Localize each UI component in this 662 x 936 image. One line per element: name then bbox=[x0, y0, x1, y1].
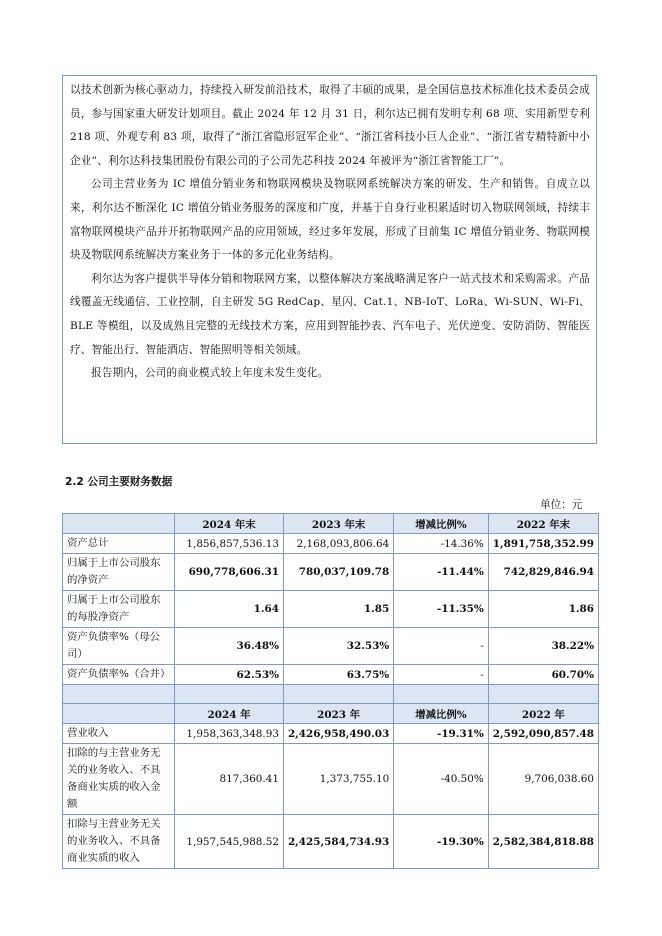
section-title: 2.2 公司主要财务数据 bbox=[65, 476, 173, 488]
cell-2023: 32.53% bbox=[283, 628, 393, 665]
table2-header-2024: 2024 年 bbox=[175, 704, 284, 724]
cell-2022: 1,891,758,352.99 bbox=[488, 534, 598, 554]
table2-header-change: 增减比例% bbox=[394, 704, 489, 724]
cell-change: -11.44% bbox=[394, 554, 489, 591]
cell-2024: 817,360.41 bbox=[175, 744, 284, 815]
intro-paragraph-3: 利尔达为客户提供半导体分销和物联网方案，以整体解决方案战略满足客户一站式技术和采购需求。产品线覆盖无线通信、工业控制，自主研发 5G RedCap、星闪、Cat.1、NB-IoT、LoRa、Wi-SUN、Wi-Fi、BLE 等模组，以及成熟且完整的无线技术方案，应用到智能抄表、汽车电子、光伏逆变、安防消防、智能医疗、智能出行、智能酒店、智能照明等相关领域。 bbox=[70, 272, 590, 356]
table-row bbox=[63, 744, 599, 815]
cell-2022: 38.22% bbox=[488, 628, 598, 665]
cell-2024: 1,957,545,988.52 bbox=[175, 815, 284, 869]
intro-paragraph-2: 公司主营业务为 IC 增值分销业务和物联网模块及物联网系统解决方案的研发、生产和销售。自成立以来，利尔达不断深化 IC 增值分销业务服务的深度和广度，并基于自身行业积累适时切入物联网领域，持续丰富物联网模块产品并开拓物联网产品的应用领域，经过多年发展，形成了目前集 IC 增值分销业务、物联网模块及物联网系统解决方案业务于一体的多元化业务结构。 bbox=[70, 178, 590, 262]
spacer-cell bbox=[488, 685, 598, 704]
row-label: 扣除与主营业务无关的业务收入、不具备商业实质的收入 bbox=[63, 815, 175, 869]
financial-data-table bbox=[62, 513, 599, 869]
intro-paragraph-1: 以技术创新为核心驱动力，持续投入研发前沿技术，取得了丰硕的成果，是全国信息技术标准化技术委员会成员，参与国家重大研发计划项目。截止 2024 年 12 月 31 日，利尔达已拥有发明专利 68 项、实用新型专利 218 项、外观专利 83 项，取得了“浙江省隐形冠军企业”、“浙江省科技小巨人企业”、“浙江省专精特新中小企业”、利尔达科技集团股份有限公司的子公司先芯科技 2024 年被评为“浙江省智能工厂”。 bbox=[70, 84, 590, 167]
cell-2023: 1,373,755.10 bbox=[283, 744, 393, 815]
row-label: 资产总计 bbox=[63, 534, 175, 554]
cell-2024: 690,778,606.31 bbox=[175, 554, 284, 591]
table2-header-blank bbox=[63, 704, 175, 724]
cell-2022: 742,829,846.94 bbox=[488, 554, 598, 591]
intro-paragraph-4: 报告期内，公司的商业模式较上年度未发生变化。 bbox=[91, 367, 329, 380]
row-label: 扣除的与主营业务无关的业务收入、不具备商业实质的收入金额 bbox=[63, 744, 175, 815]
cell-2022: 1.86 bbox=[488, 591, 598, 628]
cell-2023: 2,425,584,734.93 bbox=[283, 815, 393, 869]
row-label: 资产负债率%（母公司） bbox=[63, 628, 175, 665]
table2-header-row bbox=[63, 704, 599, 724]
cell-change: -19.30% bbox=[394, 815, 489, 869]
business-description-box bbox=[62, 75, 597, 444]
cell-2023: 63.75% bbox=[283, 665, 393, 685]
cell-2024: 1,856,857,536.13 bbox=[175, 534, 284, 554]
spacer-cell bbox=[394, 685, 489, 704]
table-row bbox=[63, 554, 599, 591]
table1-header-blank bbox=[63, 514, 175, 534]
table1-header-2023: 2023 年末 bbox=[283, 514, 393, 534]
row-label: 营业收入 bbox=[63, 724, 175, 744]
table-row bbox=[63, 534, 599, 554]
table1-header-2024: 2024 年末 bbox=[175, 514, 284, 534]
row-label: 归属于上市公司股东的每股净资产 bbox=[63, 591, 175, 628]
table2-header-2022: 2022 年 bbox=[488, 704, 598, 724]
spacer-cell bbox=[175, 685, 284, 704]
cell-2022: 9,706,038.60 bbox=[488, 744, 598, 815]
table-row bbox=[63, 665, 599, 685]
cell-change: -14.36% bbox=[394, 534, 489, 554]
unit-label: 单位：元 bbox=[540, 499, 583, 511]
cell-change: - bbox=[394, 628, 489, 665]
table-row bbox=[63, 628, 599, 665]
table1-header-2022: 2022 年末 bbox=[488, 514, 598, 534]
table-row bbox=[63, 591, 599, 628]
table1-header-row bbox=[63, 514, 599, 534]
table1-header-change: 增减比例% bbox=[394, 514, 489, 534]
table-row bbox=[63, 724, 599, 744]
cell-2022: 60.70% bbox=[488, 665, 598, 685]
table-row bbox=[63, 815, 599, 869]
spacer-cell bbox=[63, 685, 175, 704]
table2-header-2023: 2023 年 bbox=[283, 704, 393, 724]
cell-2023: 2,426,958,490.03 bbox=[283, 724, 393, 744]
row-label: 资产负债率%（合并） bbox=[63, 665, 175, 685]
table-spacer-row bbox=[63, 685, 599, 704]
row-label: 归属于上市公司股东的净资产 bbox=[63, 554, 175, 591]
cell-2022: 2,592,090,857.48 bbox=[488, 724, 598, 744]
cell-2023: 1.85 bbox=[283, 591, 393, 628]
spacer-cell bbox=[283, 685, 393, 704]
cell-2022: 2,582,384,818.88 bbox=[488, 815, 598, 869]
cell-2023: 2,168,093,806.64 bbox=[283, 534, 393, 554]
cell-change: - bbox=[394, 665, 489, 685]
cell-change: -11.35% bbox=[394, 591, 489, 628]
cell-change: -19.31% bbox=[394, 724, 489, 744]
cell-2024: 1.64 bbox=[175, 591, 284, 628]
cell-change: -40.50% bbox=[394, 744, 489, 815]
cell-2024: 62.53% bbox=[175, 665, 284, 685]
cell-2024: 36.48% bbox=[175, 628, 284, 665]
cell-2023: 780,037,109.78 bbox=[283, 554, 393, 591]
cell-2024: 1,958,363,348.93 bbox=[175, 724, 284, 744]
